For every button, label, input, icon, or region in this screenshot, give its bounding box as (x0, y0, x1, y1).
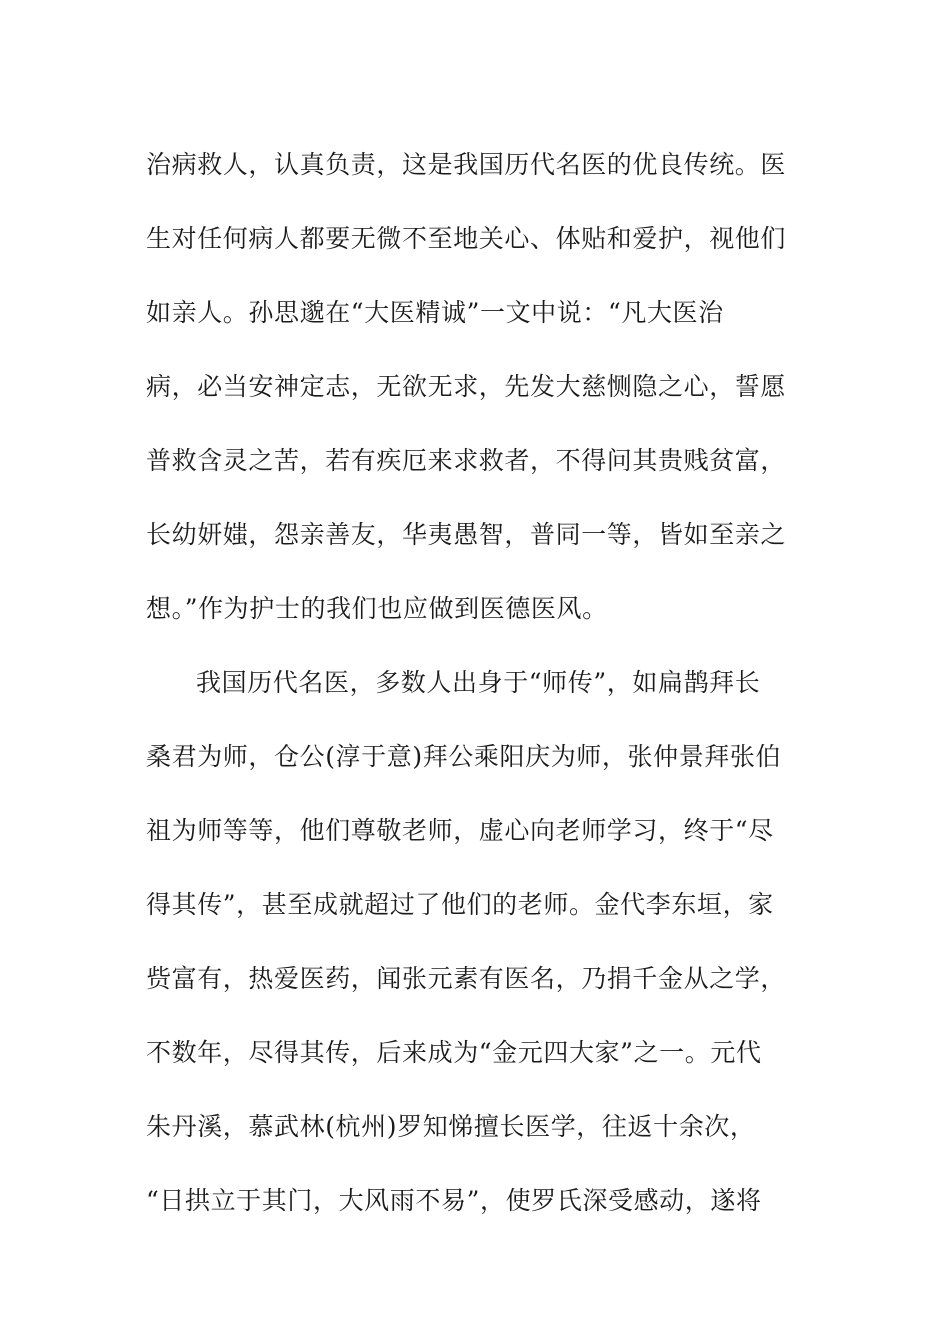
text-line: 长幼妍媸，怨亲善友，华夷愚智，普同一等，皆如至亲之 (146, 520, 787, 549)
text-line: 生对任何病人都要无微不至地关心、体贴和爱护，视他们 (146, 224, 787, 253)
text-line: 不数年，尽得其传，后来成为“金元四大家”之一。元代 (146, 1038, 762, 1067)
text-line: 想。”作为护士的我们也应做到医德医风。 (146, 594, 608, 623)
text-line: 得其传”，甚至成就超过了他们的老师。金代李东垣，家 (146, 890, 774, 919)
text-line: 祖为师等等，他们尊敬老师，虚心向老师学习，终于“尽 (146, 816, 774, 845)
body-text (146, 128, 786, 1312)
text-line: 桑君为师，仓公(淳于意)拜公乘阳庆为师，张仲景拜张伯 (146, 742, 782, 771)
text-line: 赀富有，热爱医药，闻张元素有医名，乃捐千金从之学， (146, 964, 787, 993)
text-line: “日拱立于其门，大风雨不易”，使罗氏深受感动，遂将 (146, 1186, 762, 1215)
paragraph-1 (146, 128, 786, 646)
text-line (146, 1238, 786, 1312)
text-line: 我国历代名医，多数人出身于“师传”，如扁鹊拜长 (196, 668, 761, 697)
text-line: 普救含灵之苦，若有疾厄来求救者，不得问其贵贱贫富， (146, 446, 787, 475)
text-line: 如亲人。孙思邈在“大医精诚”一文中说：“凡大医治 (146, 298, 724, 327)
text-line: 朱丹溪，慕武林(杭州)罗知悌擅长医学，往返十余次， (146, 1112, 756, 1141)
paragraph-2 (146, 646, 786, 1312)
text-line: 病，必当安神定志，无欲无求，先发大慈恻隐之心，誓愿 (146, 372, 787, 401)
text-line: 治病救人，认真负责，这是我国历代名医的优良传统。医 (146, 150, 787, 179)
